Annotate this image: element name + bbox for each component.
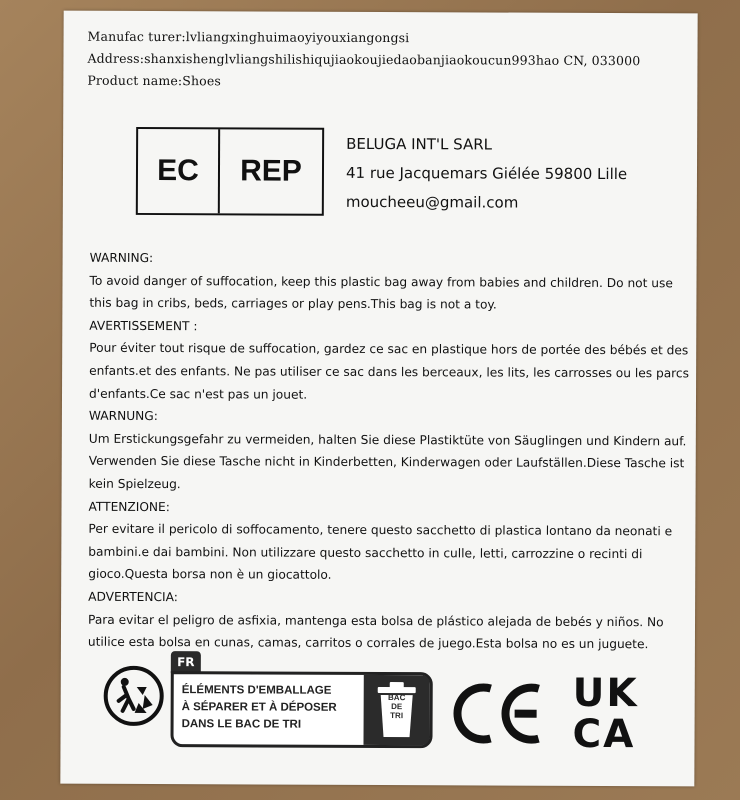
triman-line: DANS LE BAC DE TRI: [181, 718, 302, 731]
ec-rep-symbol: [136, 127, 324, 216]
warning-es-title: ADVERTENCIA:: [88, 589, 178, 605]
ec-box: EC: [138, 129, 220, 213]
product-label: [60, 11, 697, 787]
product-name-line: Product name:Shoes: [87, 72, 221, 89]
rep-address: 41 rue Jacquemars Giélée 59800 Lille: [345, 163, 628, 184]
warning-it-text: Per evitare il pericolo di soffocamento, tenere questo sacchetto di plastica lontano da neonati e bambini.e dai bambini. Non utilizzare questo sacchetto in culle, letti, carrozzine o recinti di gioco.Questa borsa non è un giocattolo.: [88, 521, 673, 583]
warning-en-text: To avoid danger of suffocation, keep this plastic bag away from babies and children. Do not use this bag in cribs, beds, carriages or play pens.This bag is not a toy.: [89, 273, 673, 312]
warning-en-title: WARNING:: [89, 250, 154, 266]
triman-line: ÉLÉMENTS D'EMBALLAGE: [181, 684, 332, 697]
address-line: Address:shanxishenglvliangshilishiqujiaokoujiedaobanjiaokoucun993hao CN, 033000: [87, 50, 641, 69]
warning-fr-text: Pour éviter tout risque de suffocation, gardez ce sac en plastique hors de portée des bébés et des enfants.et des enfants. Ne pas utiliser ce sac dans les berceaux, les lits, les carrosses ou les parcs d'enfants.Ce sac n'est pas un jouet.: [88, 341, 690, 402]
compliance-icons: [60, 651, 694, 764]
triman-text: [182, 682, 354, 734]
warning-de-text: Um Erstickungsgefahr zu vermeiden, halten Sie diese Plastiktüte von Säuglingen und Kindern auf. Verwenden Sie diese Tasche nicht in Kinderbetten, Kinderwagen oder Laufställen.Diese Tasche ist kein Spielzeug.: [88, 431, 687, 492]
warning-es-text: Para evitar el peligro de asfixia, mantenga esta bolsa de plástico alejada de bebés y niños. No utilice esta bolsa en cunas, camas, carritos o corrales de juego.Esta bolsa no es un juguete.: [87, 612, 664, 652]
bin-label-line: DE: [391, 702, 403, 712]
ukca-bottom: CA: [572, 711, 636, 758]
rep-email: moucheeu@gmail.com: [345, 192, 519, 212]
manufacturer-line: Manufac turer:lvliangxinghuimaoyiyouxiangongsi: [87, 28, 410, 46]
warning-de-title: WARNUNG:: [88, 408, 158, 424]
ce-mark-icon: [452, 680, 544, 746]
warning-fr-title: AVERTISSEMENT :: [89, 318, 198, 333]
ukca-mark: [572, 670, 668, 758]
sorting-bin-panel: [363, 675, 429, 745]
rep-box: REP: [240, 154, 302, 188]
warning-it-title: ATTENZIONE:: [88, 499, 170, 514]
warnings-section: [88, 247, 692, 656]
ukca-top: UK: [572, 670, 639, 717]
recycle-person-icon: [103, 665, 165, 727]
bin-label-line: TRI: [390, 711, 404, 721]
ec-rep-details: [346, 130, 628, 218]
bin-label-line: BAC: [388, 693, 406, 703]
triman-line: À SÉPARER ET À DÉPOSER: [181, 701, 337, 714]
fr-tag: FR: [171, 651, 201, 673]
rep-company: BELUGA INT'L SARL: [346, 134, 493, 154]
triman-sorting-info: [170, 671, 432, 748]
bin-label: [380, 693, 414, 720]
